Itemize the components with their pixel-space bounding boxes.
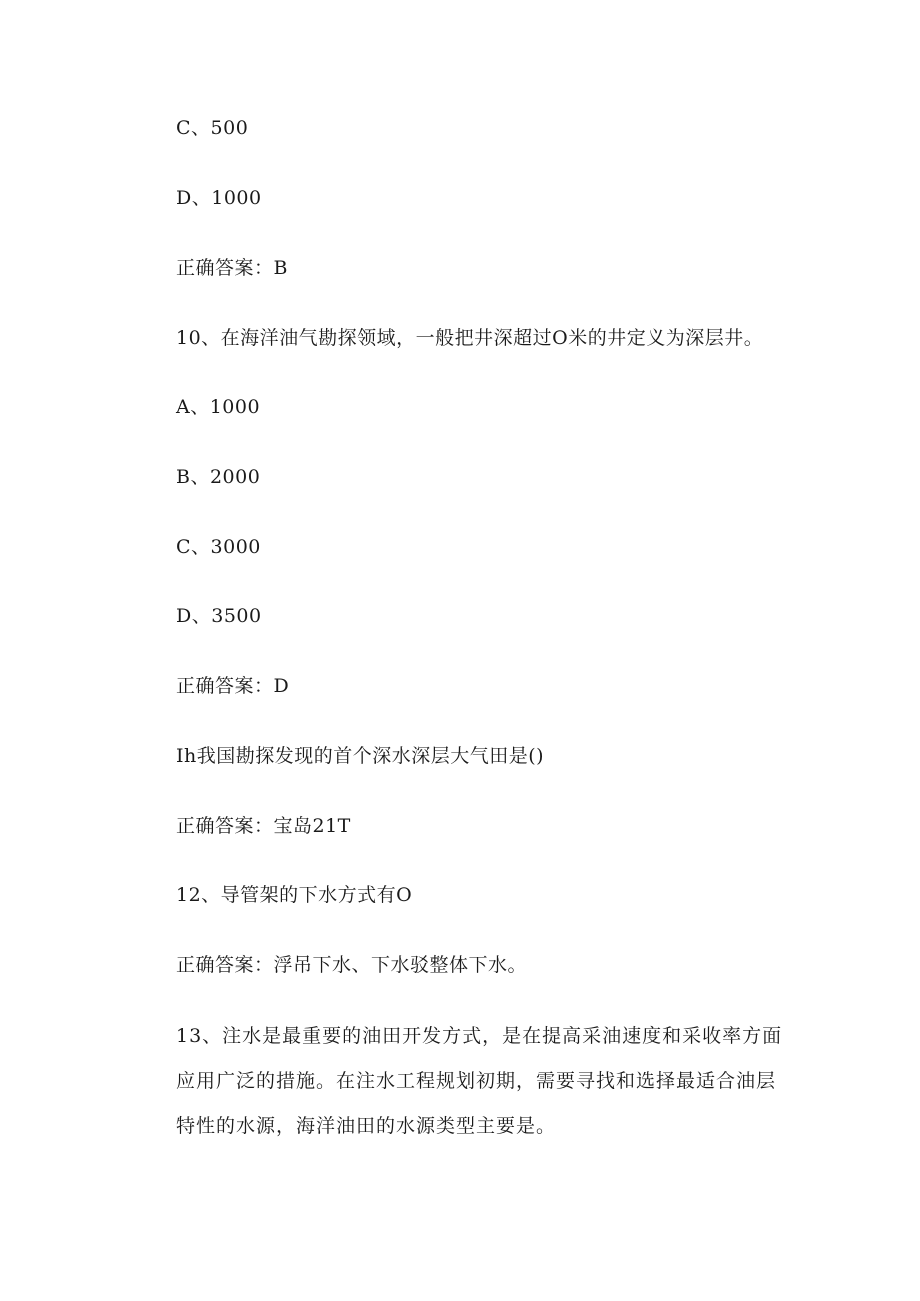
question-13-paragraph <box>134 1014 794 1149</box>
option-d-3500: D、3500 <box>176 605 262 627</box>
question-12: 12、导管架的下水方式有O <box>176 884 413 906</box>
option-c-3000: C、3000 <box>176 536 261 558</box>
question-10: 10、在海洋油气勘探领域，一般把井深超过O米的井定义为深层井。 <box>176 327 764 349</box>
option-b-2000: B、2000 <box>176 466 261 488</box>
answer-line: 正确答案：宝岛21T <box>176 815 351 837</box>
option-d-1000: D、1000 <box>176 187 262 209</box>
option-a-1000: A、1000 <box>176 396 261 418</box>
answer-line: 正确答案：浮吊下水、下水驳整体下水。 <box>176 954 528 976</box>
question-11: Ih我国勘探发现的首个深水深层大气田是() <box>176 745 545 767</box>
question-13-text: 13、注水是最重要的油田开发方式，是在提高采油速度和采收率方面应用广泛的措施。在注水工程规划初期，需要寻找和选择最适合油层特性的水源，海洋油田的水源类型主要是。 <box>176 1025 783 1137</box>
answer-line: 正确答案：D <box>176 675 290 697</box>
answer-line: 正确答案：B <box>176 257 288 279</box>
option-c-500: C、500 <box>176 117 249 139</box>
